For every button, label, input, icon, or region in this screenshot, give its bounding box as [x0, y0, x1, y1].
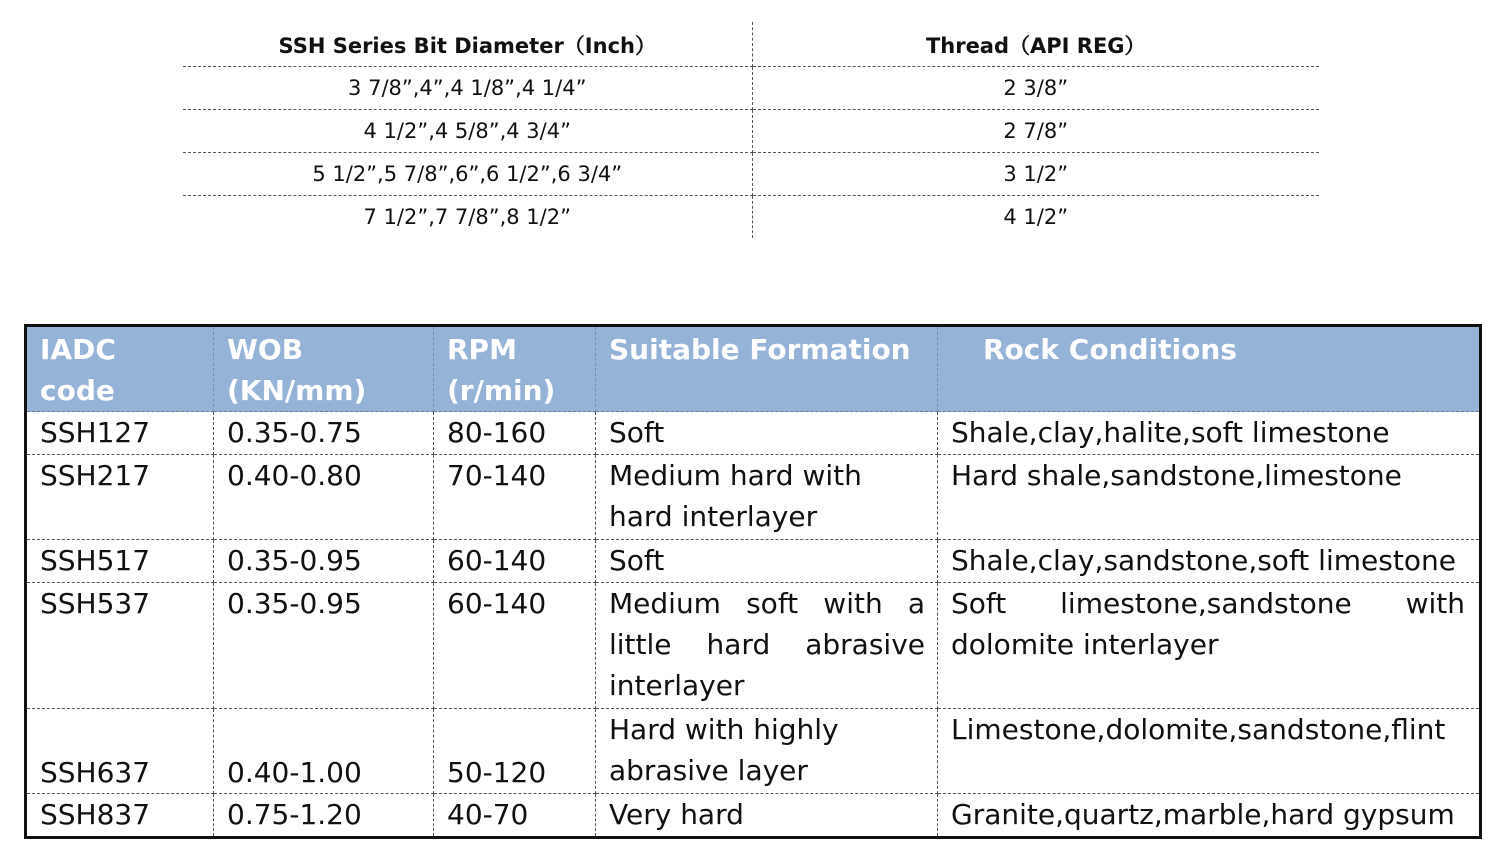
table-row — [26, 583, 1481, 709]
iadc-code-cell: SSH637 — [26, 709, 214, 794]
wob-cell: 0.40-0.80 — [214, 455, 434, 540]
bit-diameter-cell: 7 1/2”,7 7/8”,8 1/2” — [183, 196, 752, 239]
table-row — [26, 412, 1481, 455]
table-row — [26, 540, 1481, 583]
rpm-cell: 70-140 — [434, 455, 596, 540]
wob-header-line2: (KN/mm) — [227, 374, 367, 407]
table-row — [183, 196, 1319, 239]
bit-diameter-cell: 4 1/2”,4 5/8”,4 3/4” — [183, 110, 752, 153]
thread-cell: 2 7/8” — [752, 110, 1319, 153]
bit-diameter-cell: 3 7/8”,4”,4 1/8”,4 1/4” — [183, 67, 752, 110]
table-row — [26, 794, 1481, 838]
wob-cell: 0.75-1.20 — [214, 794, 434, 838]
formation-cell: Medium hard with hard interlayer — [596, 455, 938, 540]
iadc-code-cell: SSH837 — [26, 794, 214, 838]
iadc-code-header — [26, 326, 214, 412]
iadc-code-cell: SSH127 — [26, 412, 214, 455]
formation-cell: Medium soft with a little hard abrasive interlayer — [596, 583, 938, 709]
bit-diameter-cell: 5 1/2”,5 7/8”,6”,6 1/2”,6 3/4” — [183, 153, 752, 196]
formation-cell: Soft — [596, 540, 938, 583]
rock-cell: Limestone,dolomite,sandstone,flint — [938, 709, 1481, 794]
rock-cell: Granite,quartz,marble,hard gypsum — [951, 798, 1455, 831]
spec-header-row — [26, 326, 1481, 412]
rpm-cell: 60-140 — [434, 583, 596, 709]
iadc-header-line2: code — [40, 374, 115, 407]
wob-cell: 0.40-1.00 — [214, 709, 434, 794]
wob-header-line1: WOB — [227, 333, 304, 366]
rpm-cell: 50-120 — [434, 709, 596, 794]
formation-header: Suitable Formation — [596, 326, 938, 412]
table-row — [183, 153, 1319, 196]
wob-cell: 0.35-0.95 — [214, 540, 434, 583]
rock-conditions-header: Rock Conditions — [938, 326, 1481, 412]
rpm-cell: 40-70 — [434, 794, 596, 838]
rpm-header-line1: RPM — [447, 333, 517, 366]
wob-header — [214, 326, 434, 412]
rpm-cell: 60-140 — [434, 540, 596, 583]
table-row — [26, 455, 1481, 540]
table-row — [183, 110, 1319, 153]
thread-cell: 4 1/2” — [1003, 205, 1069, 229]
iadc-spec-table — [24, 324, 1482, 839]
thread-size-table — [183, 22, 1319, 238]
rpm-cell: 80-160 — [434, 412, 596, 455]
rpm-header — [434, 326, 596, 412]
formation-cell: Very hard — [596, 794, 938, 838]
table-row — [26, 709, 1481, 794]
rock-cell: Shale,clay,sandstone,soft limestone — [938, 540, 1481, 583]
iadc-header-line1: IADC — [40, 333, 116, 366]
formation-cell: Hard with highly abrasive layer — [596, 709, 938, 794]
bit-diameter-header: SSH Series Bit Diameter（Inch） — [183, 22, 752, 67]
formation-cell: Soft — [596, 412, 938, 455]
table-row — [183, 67, 1319, 110]
iadc-code-cell: SSH517 — [26, 540, 214, 583]
table-header-row — [183, 22, 1319, 67]
iadc-code-cell: SSH217 — [26, 455, 214, 540]
iadc-code-cell: SSH537 — [26, 583, 214, 709]
rpm-header-line2: (r/min) — [447, 374, 556, 407]
rock-cell: Shale,clay,halite,soft limestone — [938, 412, 1481, 455]
thread-header: Thread（API REG） — [752, 22, 1319, 67]
rock-cell: Soft limestone,sandstone with dolomite interlayer — [938, 583, 1481, 709]
wob-cell: 0.35-0.95 — [214, 583, 434, 709]
thread-cell: 3 1/2” — [752, 153, 1319, 196]
rock-cell: Hard shale,sandstone,limestone — [938, 455, 1481, 540]
thread-cell: 2 3/8” — [752, 67, 1319, 110]
wob-cell: 0.35-0.75 — [214, 412, 434, 455]
